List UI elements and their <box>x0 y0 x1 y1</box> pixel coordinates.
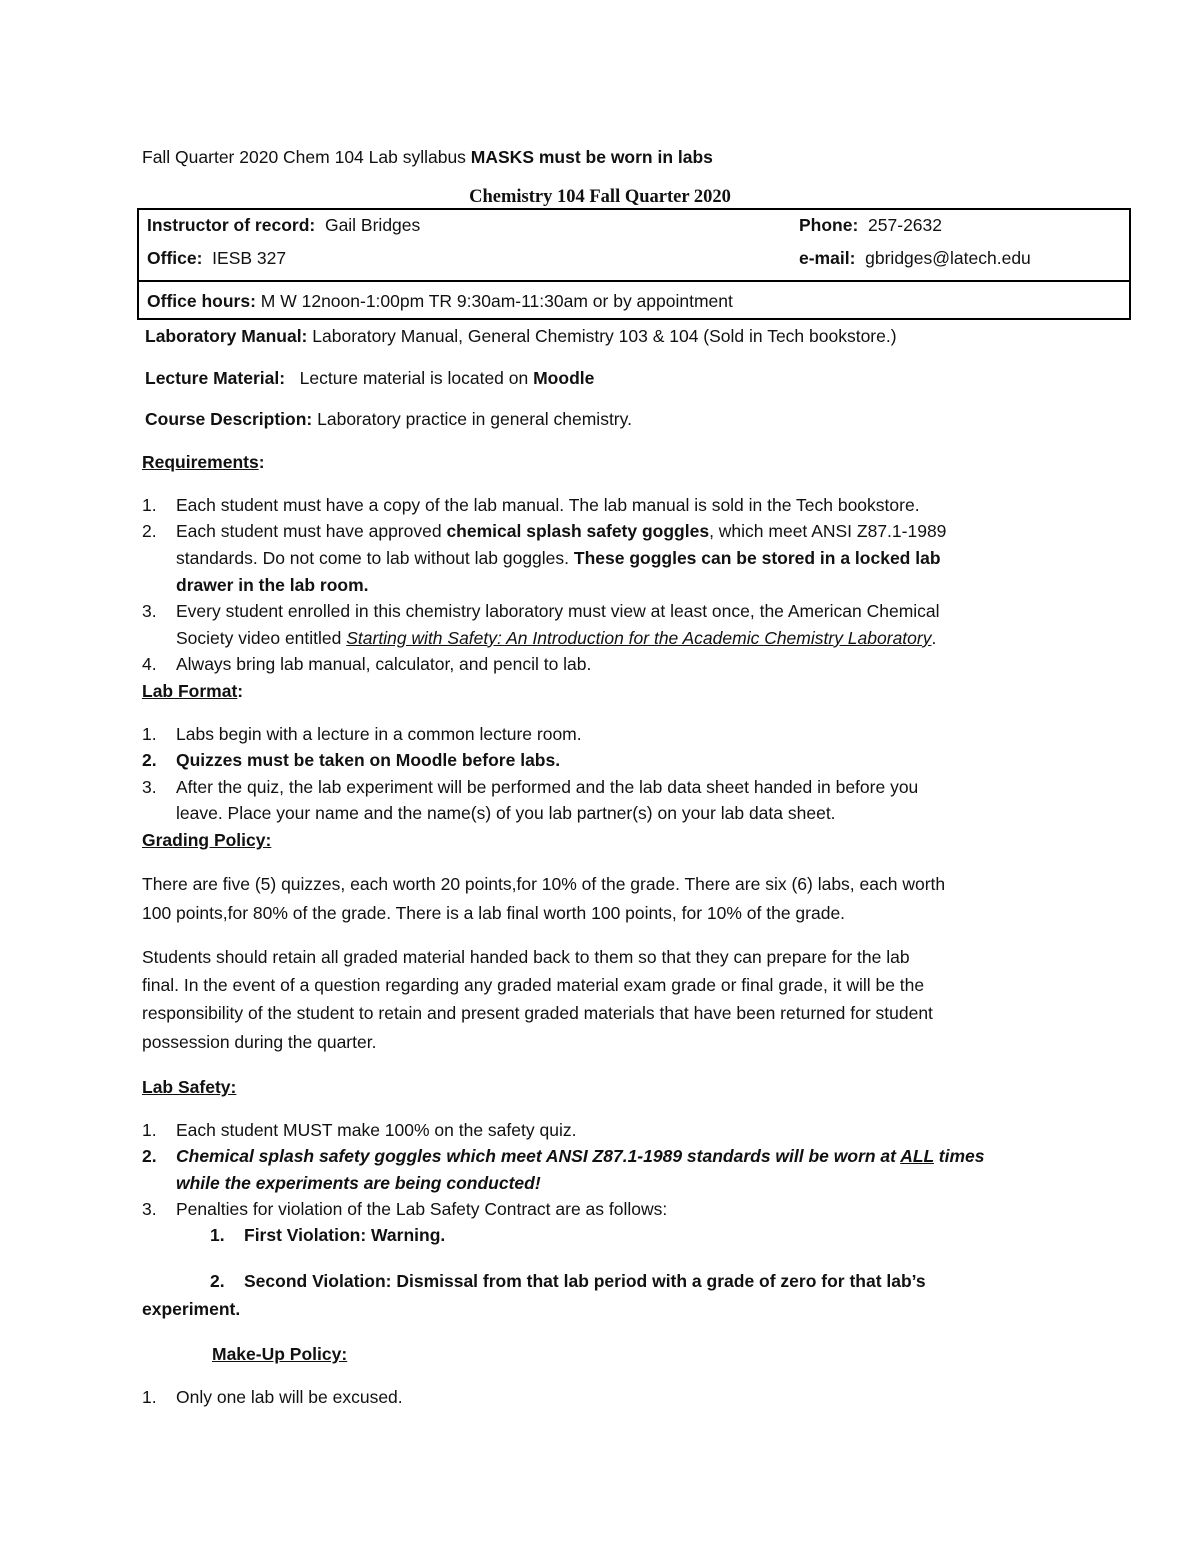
lab-manual-label: Laboratory Manual: <box>145 326 308 346</box>
phone-value: 257-2632 <box>868 215 943 235</box>
instructor-info-box <box>137 208 1131 320</box>
grading-policy-heading-text: Grading Policy: <box>142 830 272 850</box>
office-hours-value: M W 12noon-1:00pm TR 9:30am-11:30am or by appointment <box>260 291 733 311</box>
list-number: 2. <box>142 521 157 541</box>
instructor-label: Instructor of record: <box>147 215 316 235</box>
lab-safety-heading <box>142 1074 236 1100</box>
course-description-value: Laboratory practice in general chemistry. <box>317 409 632 429</box>
grading-paragraph-1-line1: There are five (5) quizzes, each worth 20 points,for 10% of the grade. There are six (6) labs, each worth <box>142 874 946 894</box>
requirements-heading-text: Requirements <box>142 452 259 472</box>
goggles-storage-text: drawer in the lab room. <box>176 575 369 595</box>
email-value[interactable]: gbridges@latech.edu <box>865 248 1031 268</box>
requirements-heading-colon: : <box>258 452 265 472</box>
lab-safety-goggles-text: while the experiments are being conducted! <box>176 1173 541 1193</box>
lab-format-item-3-line2 <box>176 800 836 826</box>
requirement-text: Always bring lab manual, calculator, and pencil to lab. <box>176 654 592 674</box>
requirement-text: Each student must have approved <box>176 521 447 541</box>
lab-safety-item-2 <box>142 1143 985 1169</box>
office-row <box>147 245 286 271</box>
lab-format-heading-colon: : <box>237 681 244 701</box>
requirement-item-2 <box>142 518 946 544</box>
lecture-material-label: Lecture Material: <box>145 368 286 388</box>
header-course-info: Fall Quarter 2020 Chem 104 Lab syllabus <box>142 147 471 167</box>
list-number: 3. <box>142 601 157 621</box>
office-label: Office: <box>147 248 203 268</box>
list-number: 2. <box>142 750 157 770</box>
grading-paragraph-1-line2: 100 points,for 80% of the grade. There is a lab final worth 100 points, for 10% of the grade. <box>142 903 846 923</box>
grading-paragraph-2-line2: final. In the event of a question regarding any graded material exam grade or final grade, it will be the <box>142 975 925 995</box>
list-number: 2. <box>210 1271 225 1291</box>
page-title: Chemistry 104 Fall Quarter 2020 <box>469 187 731 207</box>
lecture-material-value: Lecture material is located on <box>299 368 534 388</box>
lab-safety-goggles-text: times <box>933 1146 985 1166</box>
violation-text: First Violation: Warning. <box>244 1225 446 1245</box>
makeup-policy-heading <box>212 1341 347 1367</box>
safety-video-title: Starting with Safety: An Introduction for the Academic Chemistry Laboratory <box>346 628 932 648</box>
lab-manual-value: Laboratory Manual, General Chemistry 103 & 104 (Sold in Tech bookstore.) <box>312 326 897 346</box>
lab-safety-text: Penalties for violation of the Lab Safety Contract are as follows: <box>176 1199 668 1219</box>
lab-format-text: After the quiz, the lab experiment will be performed and the lab data sheet handed in before you <box>176 777 919 797</box>
lab-format-item-3 <box>142 774 918 800</box>
course-description-label: Course Description: <box>145 409 313 429</box>
office-value: IESB 327 <box>212 248 287 268</box>
grading-paragraph-2-line1: Students should retain all graded material handed back to them so that they can prepare for the lab <box>142 947 910 967</box>
lab-format-heading <box>142 678 243 704</box>
instructor-value: Gail Bridges <box>324 215 421 235</box>
lab-format-heading-text: Lab Format <box>142 681 238 701</box>
lab-safety-goggles-text: Chemical splash safety goggles which meet ANSI Z87.1-1989 standards will be worn at <box>176 1146 901 1166</box>
email-row <box>799 245 1031 271</box>
list-number: 1. <box>142 495 157 515</box>
email-label: e-mail: <box>799 248 856 268</box>
lab-safety-item-1 <box>142 1117 576 1143</box>
lab-format-text: Labs begin with a lecture in a common lecture room. <box>176 724 582 744</box>
makeup-policy-heading-text: Make-Up Policy: <box>212 1344 348 1364</box>
lab-format-item-2 <box>142 747 560 773</box>
office-hours-label: Office hours: <box>147 291 256 311</box>
requirement-text: . <box>931 628 937 648</box>
requirement-text: , which meet ANSI Z87.1-1989 <box>709 521 947 541</box>
requirement-item-2-line2 <box>176 545 941 571</box>
requirement-item-1 <box>142 492 920 518</box>
lab-safety-heading-text: Lab Safety: <box>142 1077 237 1097</box>
lab-format-text: leave. Place your name and the name(s) of you lab partner(s) on your lab data sheet. <box>176 803 836 823</box>
lab-manual-line <box>145 323 897 349</box>
header-line <box>142 144 713 170</box>
violation-item-1 <box>210 1222 445 1248</box>
requirements-heading <box>142 449 265 475</box>
list-number: 4. <box>142 654 157 674</box>
list-number: 3. <box>142 777 157 797</box>
moodle-text: Moodle <box>533 368 595 388</box>
requirement-item-4 <box>142 651 591 677</box>
list-number: 3. <box>142 1199 157 1219</box>
lab-safety-all-text: ALL <box>900 1146 934 1166</box>
instructor-row <box>147 212 420 238</box>
lab-safety-item-3 <box>142 1196 667 1222</box>
phone-label: Phone: <box>799 215 859 235</box>
makeup-item-1 <box>142 1384 403 1410</box>
violation-text: Second Violation: Dismissal from that lab period with a grade of zero for that lab’s <box>244 1271 926 1291</box>
requirement-text: Every student enrolled in this chemistry laboratory must view at least once, the American Chemical <box>176 601 940 621</box>
lecture-material-line <box>145 365 594 391</box>
phone-row <box>799 212 942 238</box>
requirement-text: Each student must have a copy of the lab manual. The lab manual is sold in the Tech bookstore. <box>176 495 920 515</box>
list-number: 1. <box>142 1120 157 1140</box>
makeup-text: Only one lab will be excused. <box>176 1387 403 1407</box>
requirement-item-3-line2 <box>176 625 936 651</box>
violation-text: experiment. <box>142 1299 241 1319</box>
list-number: 1. <box>210 1225 225 1245</box>
lab-format-text: Quizzes must be taken on Moodle before labs. <box>176 750 561 770</box>
grading-paragraph-2-line4: possession during the quarter. <box>142 1032 377 1052</box>
info-divider <box>139 280 1129 282</box>
lab-safety-item-2-line2 <box>176 1170 541 1196</box>
requirement-item-2-line3 <box>176 572 369 598</box>
list-number: 1. <box>142 1387 157 1407</box>
lab-safety-text: Each student MUST make 100% on the safety quiz. <box>176 1120 577 1140</box>
header-mask-notice: MASKS must be worn in labs <box>470 147 713 167</box>
requirement-text: Society video entitled <box>176 628 347 648</box>
course-description-line <box>145 406 632 432</box>
office-hours-row <box>147 288 733 314</box>
list-number: 2. <box>142 1146 157 1166</box>
requirement-text: standards. Do not come to lab without lab goggles. <box>176 548 574 568</box>
requirement-item-3 <box>142 598 940 624</box>
violation-item-2 <box>210 1268 926 1294</box>
list-number: 1. <box>142 724 157 744</box>
goggles-storage-text: These goggles can be stored in a locked lab <box>573 548 941 568</box>
grading-policy-heading <box>142 827 271 853</box>
violation-item-2-line2 <box>142 1296 240 1322</box>
grading-paragraph-2-line3: responsibility of the student to retain and present graded materials that have been returned for student <box>142 1003 933 1023</box>
lab-format-item-1 <box>142 721 582 747</box>
goggles-bold-text: chemical splash safety goggles <box>446 521 710 541</box>
